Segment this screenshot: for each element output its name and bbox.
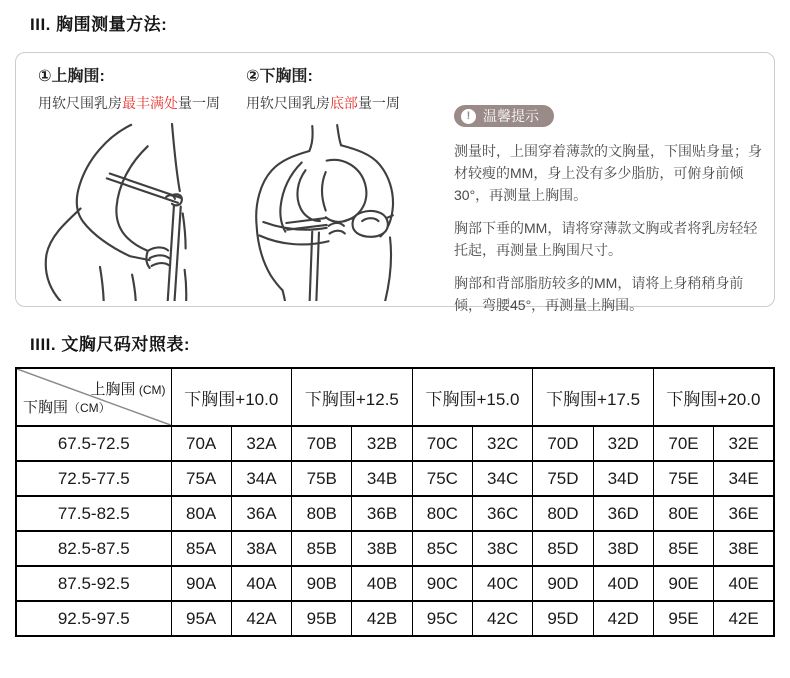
lower-bust-illustration xyxy=(246,121,450,301)
size-cell: 34A xyxy=(231,461,291,496)
size-cell: 75C xyxy=(412,461,472,496)
size-cell: 90C xyxy=(412,566,472,601)
size-cell: 32E xyxy=(714,426,774,461)
size-cell: 32A xyxy=(231,426,291,461)
size-cell: 80A xyxy=(171,496,231,531)
size-cell: 95C xyxy=(412,601,472,636)
method-upper-desc-post: 量一周 xyxy=(178,95,220,111)
size-table-row xyxy=(16,566,774,601)
size-table-header-row xyxy=(16,368,774,426)
size-cell: 40D xyxy=(593,566,653,601)
tips-paragraph: 测量时，上围穿着薄款的文胸量，下围贴身量；身材较瘦的MM，身上没有多少脂肪，可俯身前倾30°，再测量上胸围。 xyxy=(454,143,762,203)
size-cell: 85A xyxy=(171,531,231,566)
method-lower-label: ②下胸围: xyxy=(245,68,313,85)
method-upper-desc xyxy=(38,93,246,113)
size-table-row xyxy=(16,426,774,461)
size-cell: 95A xyxy=(171,601,231,636)
size-cell: 70B xyxy=(292,426,352,461)
size-chart-section-title: IIII. 文胸尺码对照表: xyxy=(30,335,190,354)
size-cell: 42E xyxy=(714,601,774,636)
underbust-range-cell: 92.5-97.5 xyxy=(16,601,171,636)
underbust-range-cell: 77.5-82.5 xyxy=(16,496,171,531)
size-cell: 90E xyxy=(653,566,713,601)
size-cell: 70A xyxy=(171,426,231,461)
size-cell: 36B xyxy=(352,496,412,531)
size-cell: 42C xyxy=(472,601,532,636)
size-cell: 36A xyxy=(231,496,291,531)
measure-box xyxy=(15,52,775,313)
underbust-range-cell: 72.5-77.5 xyxy=(16,461,171,496)
size-table-row xyxy=(16,461,774,496)
size-cell: 38E xyxy=(714,531,774,566)
size-cell: 40A xyxy=(231,566,291,601)
size-table-row xyxy=(16,601,774,636)
size-cell: 38D xyxy=(593,531,653,566)
size-cell: 75E xyxy=(653,461,713,496)
size-cell: 32C xyxy=(472,426,532,461)
exclamation-icon: ! xyxy=(461,109,476,124)
warm-tips-panel xyxy=(450,67,766,313)
method-upper-bust xyxy=(38,67,246,306)
measure-section-title: III. 胸围测量方法: xyxy=(30,15,168,34)
size-cell: 90D xyxy=(533,566,593,601)
size-cell: 75A xyxy=(171,461,231,496)
size-cell: 85D xyxy=(533,531,593,566)
size-cell: 40E xyxy=(714,566,774,601)
method-upper-label: ①上胸围: xyxy=(38,68,105,85)
warm-tips-badge xyxy=(454,105,554,127)
size-table-body xyxy=(16,426,774,636)
method-upper-desc-highlight: 最丰满处 xyxy=(122,95,178,111)
size-table-row xyxy=(16,496,774,531)
corner-header-cell xyxy=(16,368,171,426)
warm-tips-badge-label: 温馨提示 xyxy=(483,108,539,124)
size-table xyxy=(15,367,775,637)
col-group-header-4: 下胸围+20.0 xyxy=(653,368,774,426)
method-lower-desc xyxy=(246,93,450,113)
page xyxy=(0,10,790,637)
size-cell: 95E xyxy=(653,601,713,636)
size-cell: 70D xyxy=(533,426,593,461)
size-cell: 34E xyxy=(714,461,774,496)
size-cell: 90A xyxy=(171,566,231,601)
size-cell: 34B xyxy=(352,461,412,496)
size-cell: 42D xyxy=(593,601,653,636)
method-upper-desc-pre: 用软尺围乳房 xyxy=(38,95,122,111)
underbust-range-cell: 87.5-92.5 xyxy=(16,566,171,601)
size-cell: 70E xyxy=(653,426,713,461)
method-lower-desc-post: 量一周 xyxy=(357,95,400,111)
size-cell: 42B xyxy=(352,601,412,636)
size-cell: 42A xyxy=(231,601,291,636)
size-cell: 80B xyxy=(292,496,352,531)
method-lower-desc-highlight: 底部 xyxy=(329,95,358,111)
size-cell: 95B xyxy=(292,601,352,636)
size-cell: 95D xyxy=(533,601,593,636)
size-cell: 36E xyxy=(714,496,774,531)
col-group-header-0: 下胸围+10.0 xyxy=(171,368,292,426)
size-cell: 32B xyxy=(352,426,412,461)
size-cell: 40C xyxy=(472,566,532,601)
size-cell: 75D xyxy=(533,461,593,496)
corner-under-bust-label: 下胸围（CM） xyxy=(23,399,111,416)
underbust-range-cell: 67.5-72.5 xyxy=(16,426,171,461)
size-cell: 85C xyxy=(412,531,472,566)
size-cell: 36C xyxy=(472,496,532,531)
size-cell: 34D xyxy=(593,461,653,496)
size-table-row xyxy=(16,531,774,566)
size-cell: 32D xyxy=(593,426,653,461)
size-cell: 36D xyxy=(593,496,653,531)
size-cell: 80E xyxy=(653,496,713,531)
col-group-header-2: 下胸围+15.0 xyxy=(412,368,533,426)
size-cell: 85B xyxy=(292,531,352,566)
size-cell: 90B xyxy=(292,566,352,601)
method-lower-bust xyxy=(246,67,450,306)
col-group-header-1: 下胸围+12.5 xyxy=(292,368,413,426)
size-cell: 85E xyxy=(653,531,713,566)
size-cell: 38C xyxy=(472,531,532,566)
size-cell: 38A xyxy=(231,531,291,566)
size-cell: 80D xyxy=(533,496,593,531)
corner-upper-bust-label: 上胸围 (CM) xyxy=(90,381,166,398)
size-cell: 38B xyxy=(352,531,412,566)
underbust-range-cell: 82.5-87.5 xyxy=(16,531,171,566)
tips-paragraph: 胸部下垂的MM，请将穿薄款文胸或者将乳房轻轻托起，再测量上胸围尺寸。 xyxy=(454,220,758,258)
upper-bust-illustration xyxy=(38,121,246,301)
tips-paragraph: 胸部和背部脂肪较多的MM，请将上身稍稍身前倾，弯腰45°，再测量上胸围。 xyxy=(454,275,744,313)
col-group-header-3: 下胸围+17.5 xyxy=(533,368,654,426)
size-cell: 70C xyxy=(412,426,472,461)
size-cell: 75B xyxy=(292,461,352,496)
size-cell: 40B xyxy=(352,566,412,601)
method-lower-desc-pre: 用软尺围乳房 xyxy=(245,95,330,111)
size-cell: 34C xyxy=(472,461,532,496)
size-cell: 80C xyxy=(412,496,472,531)
